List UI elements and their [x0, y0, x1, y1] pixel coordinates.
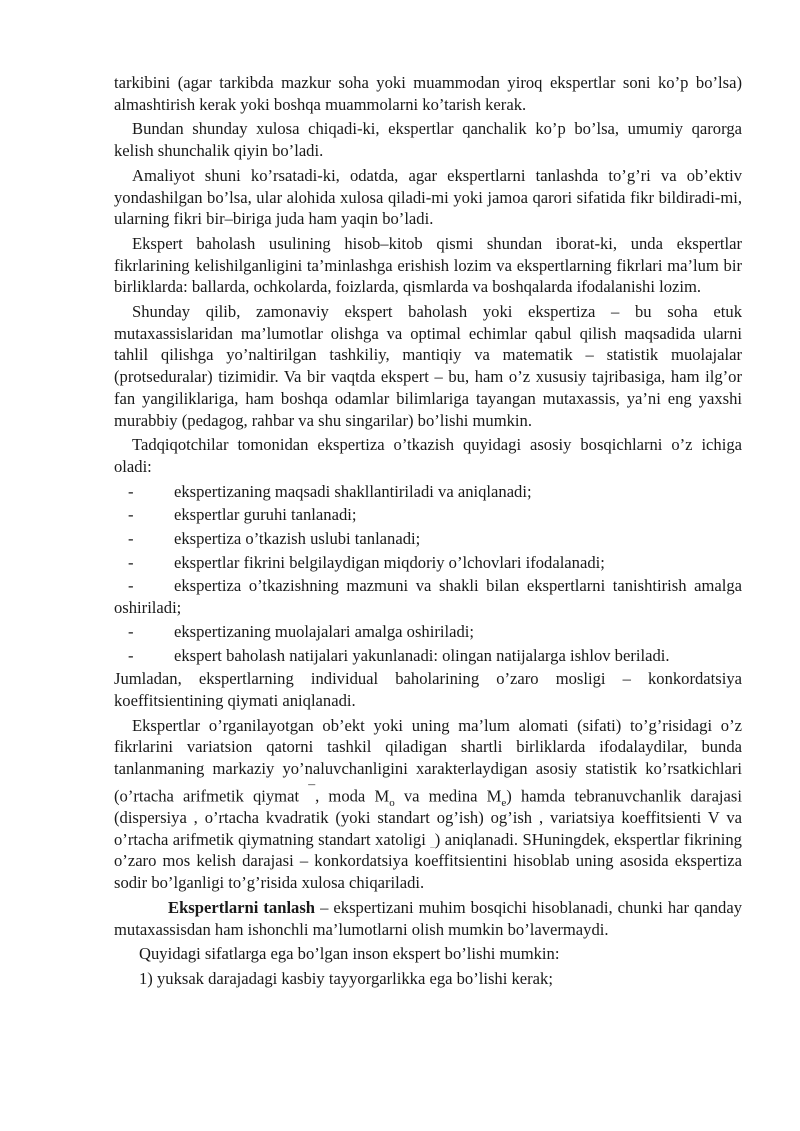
list-dash: - [128, 529, 134, 549]
list-dash: - [128, 576, 134, 596]
paragraph: 1) yuksak darajadagi kasbiy tayyorgarlikka ega bo’lishi kerak; [139, 968, 553, 988]
list-item [114, 481, 742, 503]
list-item-text: ekspert baholash natijalari yakunlanadi: olingan natijalarga ishlov beriladi. [174, 645, 670, 665]
text-run: ) aniqlanadi. SHuningdek, ekspertlar fikrining o’zaro mos kelish darajasi – konkordatsiya koeffitsientini hisoblab uning asosida ekspertiza sodir bo’lganligi to’g’risida xulosa chiqariladi. [114, 829, 742, 893]
paragraph: Jumladan, ekspertlarning individual baholarining o’zaro mosligi – konkordatsiya koeffitsientining qiymati aniqlanadi. [114, 669, 742, 710]
text-run: ) hamda tebranuvchanlik darajasi (dispersiya , o’rtacha kvadratik (yoki standart og’ish) og’ish , variatsiya koeffitsienti V va o’rtacha arifmetik qiymatning standart xatoligi [114, 786, 742, 849]
document-page [114, 72, 742, 993]
text-run: va medina M [394, 786, 502, 806]
list-item [114, 575, 742, 618]
list-item-text: ekspertiza o’tkazish uslubi tanlanadi; [174, 529, 421, 549]
list-dash: - [128, 645, 134, 665]
list-dash: - [128, 552, 134, 572]
list-item-text: ekspertlar fikrini belgilaydigan miqdoriy o’lchovlari ifodalanadi; [174, 552, 605, 572]
paragraph: tarkibini (agar tarkibda mazkur soha yoki muammodan yiroq ekspertlar soni ko’p bo’lsa) almashtirish kerak yoki boshqa muammolarni ko’tarish kerak. [114, 73, 742, 114]
error-mark-symbol: – [430, 841, 435, 852]
subscript: e [501, 796, 507, 809]
list-item-text: ekspertizaning maqsadi shakllantiriladi va aniqlanadi; [174, 481, 532, 501]
list-dash: - [128, 481, 134, 501]
list-item-text: ekspertizaning muolajalari amalga oshiriladi; [174, 621, 474, 641]
list-item-text: ekspertlar guruhi tanlanadi; [174, 505, 357, 525]
mean-bar-symbol: ¯ [308, 782, 316, 798]
paragraph: Shunday qilib, zamonaviy ekspert baholash yoki ekspertiza – bu soha etuk mutaxassislaridan ma’lumotlar olishga va optimal echimlar qabul qilish maqsadida ularni tahlil qilishga yo’naltirilgan tashkiliy, mantiqiy va matematik – statistik muolajalar (protseduralar) tizimidir. Va bir vaqtda ekspert – bu, ham o’z xususiy tajribasiga, ham ilg’or fan yangiliklariga, ham boshqa odamlar bilimlariga tayangan mutaxassis, ya’ni eng yaxshi murabbiy (pedagog, rahbar va shu singarilar) bo’lishi mumkin. [114, 302, 742, 430]
subscript: o [389, 796, 395, 809]
paragraph: Ekspert baholash usulining hisob–kitob qismi shundan iborat-ki, unda ekspertlar fikrlarining kelishilganligini ta’minlashga erishish lozim va ekspertlarning fikrlari ma’lum bir birliklarda: ballarda, ochkolarda, foizlarda, qismlarda va boshqalarda ifodalanishi lozim. [114, 233, 742, 297]
paragraph: Quyidagi sifatlarga ega bo’lgan inson ekspert bo’lishi mumkin: [139, 944, 560, 964]
list-item [114, 552, 742, 574]
text-run: – ekspertizani muhim bosqichi hisoblanadi, chunki har qanday mutaxassisdan ham ishonchli ma’lumotlarni olish mumkin bo’lavermaydi. [114, 897, 742, 939]
paragraph: Bundan shunday xulosa chiqadi-ki, ekspertlar qanchalik ko’p bo’lsa, umumiy qarorga kelish shunchalik qiyin bo’ladi. [114, 119, 742, 161]
list-dash: - [128, 621, 134, 641]
paragraph [114, 715, 742, 894]
bold-term: Ekspertlarni tanlash [168, 897, 316, 917]
paragraph [114, 897, 742, 940]
list-item [114, 645, 742, 667]
list-dash: - [128, 505, 134, 525]
stages-list [114, 481, 742, 667]
paragraph: Tadqiqotchilar tomonidan ekspertiza o’tkazish quyidagi asosiy bosqichlarni o’z ichiga oladi: [114, 435, 742, 476]
list-item [114, 504, 742, 526]
paragraph: Amaliyot shuni ko’rsatadi-ki, odatda, agar ekspertlarni tanlashda to’g’ri va ob’ektiv yondashilgan bo’lsa, ular alohida xulosa qiladi-mi yoki jamoa qarori sifatida fikr bildiradi-mi, ularning fikri bir–biriga juda ham yaqin bo’ladi. [114, 165, 742, 229]
list-item [114, 621, 742, 643]
list-item [114, 528, 742, 550]
text-run: , moda M [315, 786, 390, 806]
list-item-text: ekspertiza o’tkazishning mazmuni va shakli bilan ekspertlarni tanishtirish amalga oshiriladi; [114, 576, 742, 618]
text-run: Ekspertlar o’rganilayotgan ob’ekt yoki uning ma’lum alomati (sifati) to’g’risidagi o’z fikrlarini variatsion qatorni tashkil qiladigan shartli birliklarda ifodalaydilar, bunda tanlanmaning markaziy yo’naluvchanligini xarakterlaydigan asosiy statistik ko’rsatkichlari (o’rtacha arifmetik qiymat [114, 715, 742, 806]
